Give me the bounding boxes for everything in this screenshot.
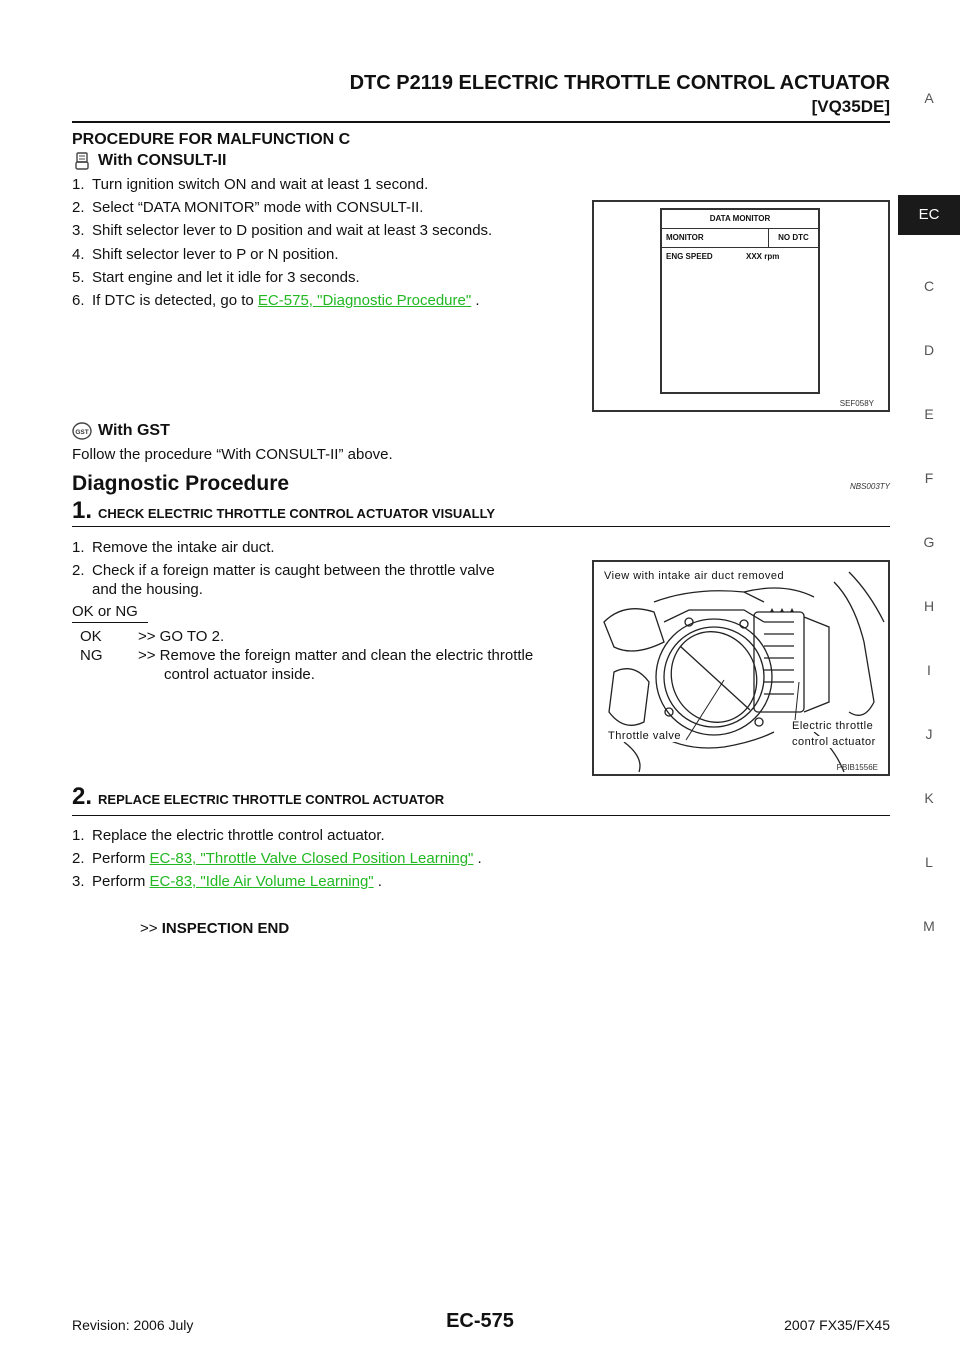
eng-speed-value: XXX rpm: [746, 252, 780, 261]
section-2-title: REPLACE ELECTRIC THROTTLE CONTROL ACTUATOR: [98, 792, 445, 807]
inspection-end: [140, 920, 289, 937]
page-header-subtitle: [VQ35DE]: [811, 97, 890, 116]
consult-tool-icon: [72, 151, 92, 171]
gst-heading-label: With GST: [98, 422, 170, 439]
link-diagnostic-procedure[interactable]: EC-575, "Diagnostic Procedure": [257, 292, 472, 309]
section-2-heading: [72, 783, 444, 811]
page-header-title: DTC P2119 ELECTRIC THROTTLE CONTROL ACTUATOR: [349, 72, 890, 94]
section-2-divider: [72, 815, 890, 816]
ok-action: >> GO TO 2.: [138, 628, 225, 645]
index-letter-j[interactable]: J: [925, 726, 933, 742]
throttle-valve-label: Throttle valve: [608, 730, 682, 742]
throttle-actuator-figure: [592, 560, 890, 776]
eng-speed-label: ENG SPEED: [666, 252, 713, 261]
gst-icon-text: GST: [75, 429, 89, 436]
header-divider: [72, 121, 890, 123]
throttle-figure-caption: View with intake air duct removed: [604, 570, 785, 582]
index-letter-m[interactable]: M: [923, 918, 935, 934]
index-letter-a[interactable]: A: [924, 90, 934, 106]
ng-action-continued: control actuator inside.: [164, 666, 315, 683]
index-letter-d[interactable]: D: [923, 342, 935, 358]
consult-screen: [660, 208, 820, 394]
consult-heading-label: With CONSULT-II: [98, 152, 227, 169]
index-letter-i[interactable]: I: [927, 662, 931, 678]
diagnostic-procedure-title: Diagnostic Procedure: [72, 472, 290, 495]
footer-model: 2007 FX35/FX45: [784, 1317, 890, 1333]
gst-icon: [72, 421, 92, 441]
eng-speed-row: [662, 248, 818, 261]
figure-code: PBIB1556E: [836, 763, 878, 772]
section-1-heading: [72, 497, 495, 525]
monitor-header-row: [662, 229, 818, 248]
index-letter-h[interactable]: H: [923, 598, 935, 614]
gst-heading: [72, 421, 170, 441]
section-1-divider: [72, 526, 890, 527]
actuator-label-line1: Electric throttle: [792, 720, 874, 732]
ng-action: >> Remove the foreign matter and clean the electric throttle: [138, 647, 534, 664]
footer-page-number: EC-575: [446, 1310, 514, 1332]
figure-code: SEF058Y: [839, 399, 874, 408]
link-idle-air-volume-learning[interactable]: EC-83, "Idle Air Volume Learning": [149, 873, 374, 890]
index-letter-f[interactable]: F: [924, 470, 934, 486]
monitor-col-label: MONITOR: [662, 229, 769, 247]
consult-data-monitor-figure: [592, 200, 890, 412]
no-dtc-label: NO DTC: [778, 233, 809, 242]
consult-heading: [72, 151, 226, 171]
index-letter-k[interactable]: K: [924, 790, 934, 806]
gst-text: Follow the procedure “With CONSULT-II” above.: [72, 446, 393, 463]
inspection-end-text: INSPECTION END: [161, 920, 290, 937]
link-throttle-valve-closed-position-learning[interactable]: EC-83, "Throttle Valve Closed Position Learning": [149, 850, 474, 867]
section-2-number: 2.: [72, 783, 93, 810]
procedure-title: PROCEDURE FOR MALFUNCTION C: [72, 131, 351, 148]
actuator-label-line2: control actuator: [792, 736, 876, 748]
index-tab-ec-active[interactable]: EC: [898, 195, 960, 235]
inspection-end-prefix: >>: [140, 920, 158, 937]
index-letter-g[interactable]: G: [923, 534, 935, 550]
ok-or-ng-label: OK or NG: [72, 603, 148, 623]
section-1-title: CHECK ELECTRIC THROTTLE CONTROL ACTUATOR VISUALLY: [98, 506, 495, 521]
ng-key: NG: [80, 647, 103, 664]
index-letter-l[interactable]: L: [925, 854, 933, 870]
index-letter-e[interactable]: E: [924, 406, 934, 422]
ok-key: OK: [80, 628, 102, 645]
section-1-number: 1.: [72, 497, 93, 524]
data-monitor-title: DATA MONITOR: [662, 210, 818, 229]
section-index: [898, 90, 960, 950]
index-letter-c[interactable]: C: [923, 278, 935, 294]
footer-revision: Revision: 2006 July: [72, 1317, 194, 1333]
reference-code: NBS003TY: [849, 482, 890, 491]
